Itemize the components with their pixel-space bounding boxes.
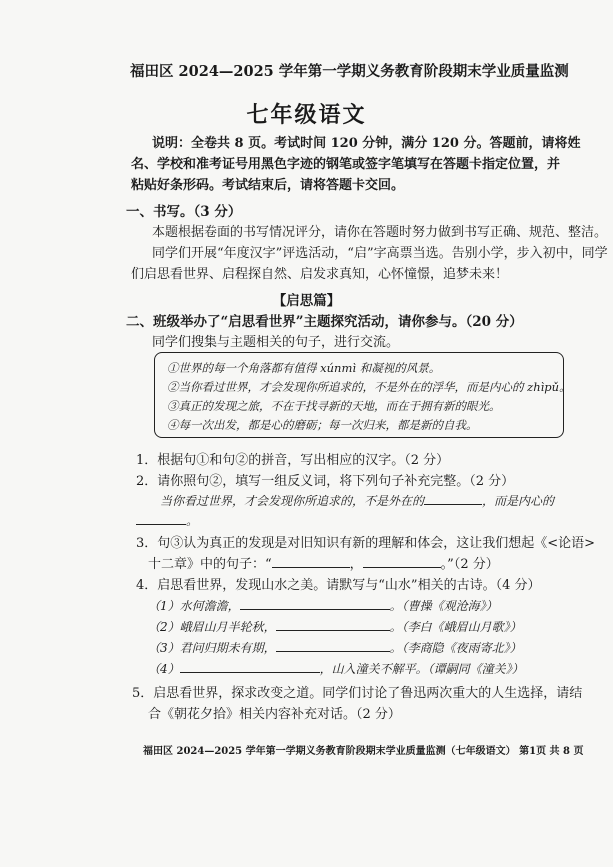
question-1: 1．根据句①和句②的拼音，写出相应的汉字。（2 分） bbox=[136, 453, 450, 468]
poem-2-blank[interactable] bbox=[276, 618, 390, 631]
q2-text-end: 。 bbox=[186, 514, 199, 528]
section-1-p2a: 同学们开展“年度汉字”评选活动，“启”字高票当选。告别小学，步入初中，同学 bbox=[152, 246, 608, 261]
question-2-sentence-end bbox=[136, 512, 198, 529]
q2-blank-1[interactable] bbox=[424, 492, 482, 505]
poem-3-blank[interactable] bbox=[276, 639, 390, 652]
instructions-line-1: 说明：全卷共 8 页。考试时间 120 分钟，满分 120 分。答题前，请将姓 bbox=[152, 136, 581, 151]
instructions-line-2: 名、学校和准考证号用黑色字迹的钢笔或签字笔填写在答题卡指定位置，并 bbox=[131, 157, 561, 172]
quote-4: ④每一次出发，都是心的磨砺；每一次归来，都是新的自我。 bbox=[167, 418, 478, 432]
section-1-p2b: 们启思看世界、启程探自然、启发求真知，心怀憧憬，追梦未来！ bbox=[131, 267, 509, 282]
poem-2 bbox=[148, 618, 522, 635]
q2-blank-2[interactable] bbox=[136, 512, 186, 525]
poem-1-num: （1） bbox=[148, 599, 180, 613]
poem-3-num: （3） bbox=[148, 641, 180, 655]
question-5-line-2: 合《朝花夕拾》相关内容补充对话。（2 分） bbox=[148, 707, 401, 722]
poem-1-src: 。（曹操《观沧海》） bbox=[389, 599, 498, 613]
instructions-line-3: 粘贴好条形码。考试结束后，请将答题卡交回。 bbox=[131, 178, 405, 193]
q3-blank-1[interactable] bbox=[272, 555, 350, 568]
poem-3 bbox=[148, 639, 522, 656]
quote-3: ③真正的发现之旅，不在于找寻新的天地，而在于拥有新的眼光。 bbox=[167, 399, 501, 413]
poem-4-src: （谭嗣同《潼关》） bbox=[427, 662, 524, 676]
question-3-line-1: 3．句③认为真正的发现是对旧知识有新的理解和体会，这让我们想起《<论语> bbox=[136, 536, 596, 551]
poem-2-src: 。（李白《峨眉山月歌》） bbox=[389, 620, 522, 634]
poem-2-lead: 峨眉山月半轮秋， bbox=[179, 620, 276, 634]
poem-4-num: （4） bbox=[148, 662, 180, 676]
question-3-line-2 bbox=[148, 553, 499, 572]
q3-blank-2[interactable] bbox=[363, 555, 441, 568]
section-1-p1: 本题根据卷面的书写情况评分，请你在答题时努力做到书写正确、规范、整洁。 bbox=[152, 225, 608, 240]
section-2-heading: 二、班级举办了“启思看世界”主题探究活动，请你参与。（20 分） bbox=[126, 314, 523, 330]
section-2-intro: 同学们搜集与主题相关的句子，进行交流。 bbox=[152, 335, 400, 350]
poem-4-blank[interactable] bbox=[180, 660, 320, 673]
quote-box bbox=[154, 352, 571, 438]
poem-4-mid: ，山入潼关不解平。 bbox=[319, 662, 428, 676]
quote-2: ②当你看过世界，才会发现你所追求的，不是外在的浮华，而是内心的 zhìpǔ。 bbox=[167, 380, 571, 394]
poem-3-src: 。（李商隐《夜雨寄北》） bbox=[389, 641, 522, 655]
poem-2-num: （2） bbox=[148, 620, 180, 634]
q3-text-c: 。”（2 分） bbox=[440, 557, 499, 572]
part-title: 【启思篇】 bbox=[272, 293, 341, 309]
exam-header: 福田区 2024—2025 学年第一学期义务教育阶段期末学业质量监测 bbox=[130, 63, 569, 80]
q3-text-b: ， bbox=[349, 557, 363, 572]
question-2-sentence bbox=[160, 492, 554, 509]
poem-1 bbox=[148, 597, 498, 614]
q2-text-b: ，而是内心的 bbox=[482, 494, 555, 508]
q2-text-a: 当你看过世界，才会发现你所追求的，不是外在的 bbox=[160, 494, 425, 508]
poem-1-blank[interactable] bbox=[240, 597, 390, 610]
poem-4 bbox=[148, 660, 524, 677]
poem-1-lead: 水何澹澹， bbox=[179, 599, 240, 613]
question-5-line-1: 5．启思看世界，探求改变之道。同学们讨论了鲁迅两次重大的人生选择，请结 bbox=[132, 686, 583, 701]
section-1-heading: 一、书写。（3 分） bbox=[126, 204, 242, 220]
question-2: 2．请你照句②，填写一组反义词，将下列句子补充完整。（2 分） bbox=[136, 474, 515, 489]
quote-1: ①世界的每一个角落都有值得 xúnmì 和凝视的风景。 bbox=[167, 361, 441, 375]
page-footer: 福田区 2024—2025 学年第一学期义务教育阶段期末学业质量监测（七年级语文） 第1页 共 8 页 bbox=[143, 746, 584, 757]
poem-3-lead: 君问归期未有期， bbox=[179, 641, 276, 655]
page-title: 七年级语文 bbox=[246, 102, 367, 128]
q3-text-a: 十二章》中的句子：“ bbox=[148, 557, 272, 572]
question-4: 4．启思看世界，发现山水之美。请默写与“山水”相关的古诗。（4 分） bbox=[136, 578, 541, 593]
